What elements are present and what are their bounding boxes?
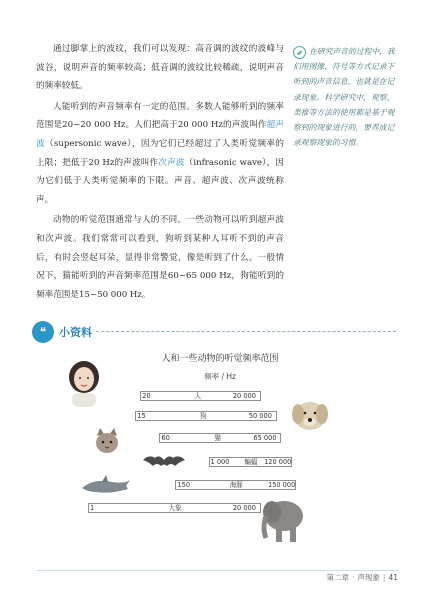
footer-separator: · (352, 573, 355, 582)
range-high-label: 20 000 (232, 392, 256, 400)
dolphin-illustration (80, 474, 132, 498)
footer-title: 声现象 (357, 573, 380, 582)
series-name-label: 海豚 (229, 481, 243, 489)
footer-divider (36, 570, 398, 571)
elephant-illustration (258, 494, 308, 544)
range-low-label: 20 (142, 392, 151, 400)
range-high-label: 120 000 (264, 458, 292, 466)
range-high-label: 20 000 (232, 504, 256, 512)
dog-illustration (288, 396, 330, 432)
page-number: 41 (388, 573, 398, 582)
highlighted-term: 次声波 (158, 157, 185, 168)
pencil-icon (293, 46, 306, 59)
range-low-label: 60 (161, 434, 170, 442)
paragraph-2: 人能听到的声音频率有一定的范围。多数人能够听到的频率范围是20~20 000 Hz。人们把高于20 000 Hz的声波叫作超声波（supersonic wave），因为它们已经超过了人类听觉频率的上限；把低于20 Hz的声波叫作次声波（infrasonic wave），因为它们低于人类听觉频率的下限。声音、超声波、次声波统称声。 (36, 101, 284, 205)
series-name-label: 蝙蝠 (244, 458, 258, 466)
series-name-label: 狗 (200, 412, 207, 420)
side-note-text: 在研究声音的过程中，我们用图像、符号等方式记录下听到的声音信息，也就是在记录现象。科学研究中，观察、类推等方法的使用都是基于观察到的现象进行的，要养成记录观察现象的习惯。 (293, 47, 395, 148)
series-name-label: 人 (194, 392, 202, 400)
page-footer (288, 572, 398, 583)
bat-illustration (141, 452, 187, 470)
range-low-label: 150 (177, 481, 191, 489)
range-low-label: 1 000 (210, 458, 230, 466)
tip-divider (96, 331, 396, 332)
x-axis-label: 频率 / Hz (204, 372, 236, 381)
series-name-label: 猫 (214, 434, 222, 442)
tip-header (32, 321, 92, 343)
highlighted-term: 超声波 (36, 120, 284, 149)
range-low-label: 15 (137, 412, 146, 420)
series-name-label: 大象 (168, 504, 182, 512)
chart-title: 人和一些动物的听觉频率范围 (161, 354, 279, 364)
tip-title: 小资料 (59, 326, 92, 339)
range-low-label: 1 (90, 504, 95, 512)
chat-bubble-icon: ❝ (32, 321, 54, 343)
range-high-label: 150 000 (268, 481, 296, 489)
side-note (293, 44, 397, 150)
paragraph-1: 通过脚掌上的波纹，我们可以发现：高音调的波纹的波峰与波谷，说明声音的频率较高；低音调的波纹比较稀疏，说明声音的频率较低。 (36, 44, 284, 92)
footer-separator: | (382, 573, 386, 582)
person-illustration (62, 357, 106, 407)
range-high-label: 50 000 (248, 412, 272, 420)
range-high-label: 65 000 (253, 434, 277, 442)
body-text (36, 40, 284, 306)
paragraph-3: 动物的听觉范围通常与人的不同。一些动物可以听到超声波和次声波。我们常常可以看到，狗听到某种人耳听不到的声音后，有时会竖起耳朵，显得非常警觉，像是听到了什么。一般情况下，猫能听到的声音频率范围是60~65 000 Hz，狗能听到的频率范围是15~50 000 Hz。 (36, 215, 284, 300)
footer-chapter: 第二章 (326, 573, 350, 582)
cat-illustration (92, 428, 122, 456)
